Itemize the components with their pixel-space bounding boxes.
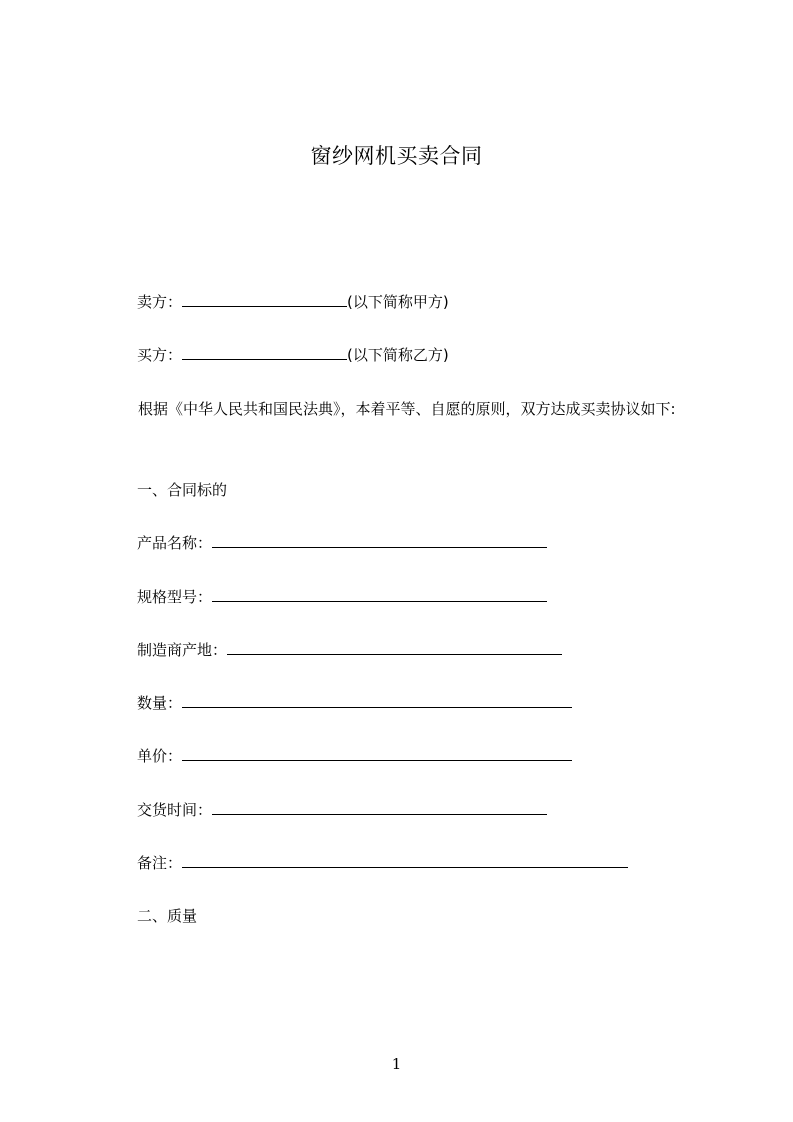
buyer-suffix: (以下简称乙方) <box>347 346 449 364</box>
manufacturer-blank[interactable] <box>227 640 562 655</box>
manufacturer-line <box>137 640 562 660</box>
seller-label: 卖方： <box>137 293 183 311</box>
manufacturer-label: 制造商产地： <box>137 641 228 659</box>
spec-model-label: 规格型号： <box>137 588 213 606</box>
page-number: 1 <box>391 1055 402 1073</box>
buyer-label: 买方： <box>137 346 183 364</box>
product-name-label: 产品名称： <box>137 534 213 552</box>
seller-line <box>137 292 449 312</box>
delivery-time-blank[interactable] <box>212 800 547 815</box>
quantity-label: 数量： <box>137 694 183 712</box>
seller-blank[interactable] <box>182 292 347 307</box>
unit-price-label: 单价： <box>137 747 183 765</box>
seller-suffix: (以下简称甲方) <box>347 293 449 311</box>
section2-heading: 二、质量 <box>137 907 198 925</box>
buyer-line <box>137 345 449 365</box>
section1-heading: 一、合同标的 <box>137 481 228 499</box>
product-name-line <box>137 533 547 553</box>
product-name-blank[interactable] <box>212 533 547 548</box>
page-title: 窗纱网机买卖合同 <box>310 144 483 168</box>
spec-model-blank[interactable] <box>212 587 547 602</box>
quantity-blank[interactable] <box>182 693 572 708</box>
buyer-blank[interactable] <box>182 345 347 360</box>
delivery-time-label: 交货时间： <box>137 801 213 819</box>
unit-price-line <box>137 746 572 766</box>
remarks-label: 备注： <box>137 854 183 872</box>
preamble-paragraph: 根据《中华人民共和国民法典》，本着平等、自愿的原则，双方达成买卖协议如下: <box>138 400 676 418</box>
quantity-line <box>137 693 572 713</box>
remarks-blank[interactable] <box>182 853 628 868</box>
spec-model-line <box>137 587 547 607</box>
remarks-line <box>137 853 628 873</box>
unit-price-blank[interactable] <box>182 746 572 761</box>
delivery-time-line <box>137 800 547 820</box>
